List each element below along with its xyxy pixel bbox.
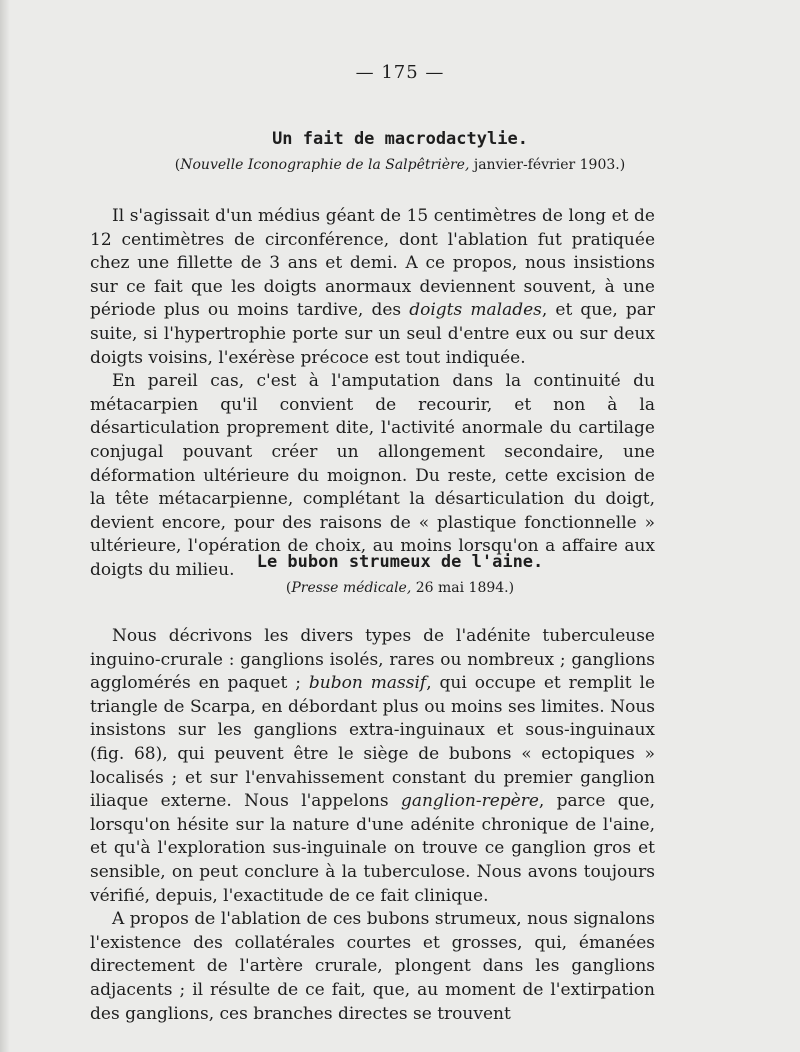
paragraph-emphasis: ganglion-repère — [400, 791, 539, 812]
paragraph-emphasis: bubon massif — [308, 673, 427, 694]
section-source-citation: (Nouvelle Iconographie de la Salpêtrière, janvier-février 1903.) — [174, 157, 626, 173]
source-date: janvier-février 1903. — [469, 157, 620, 173]
source-journal: Presse médicale, — [291, 580, 412, 596]
paragraph: En pareil cas, c'est à l'amputation dans la continuité du métacarpien qu'il convient de recourir, et non à la désarticulation proprement dite, l'activité anormale du cartilage conjugal pouvant créer un allongement secondaire, une déformation ultérieure du moignon. Du reste, cette excision de la tête métacarpienne, complétant la désarticulation du doigt, devient encore, pour des raisons de « plastique fonctionnelle » ultérieure, l'opération de choix, au moins lorsqu'on a affaire aux doigts du milieu. — [90, 371, 655, 580]
paragraph-text: , qui occupe et remplit le triangle de Scarpa, en débordant plus ou moins ses limites. Nous insistons sur les ganglions extra-inguinaux et sous-inguinaux (fig. 68), qui peuvent être le siège de bubons « ectopiques » localisés ; et sur l'envahissement constant du premier ganglion iliaque externe. Nous l'appelons — [90, 673, 656, 812]
paragraph-text: Il s'agissait d'un médius géant de 15 centimètres de long et de 12 centimètres de circonférence, dont l'ablation fut pratiquée chez une fillette de 3 ans et demi. A ce propos, nous insistions sur ce fait que les doigts anormaux deviennent souvent, à une période plus ou moins tardive, des — [90, 206, 655, 321]
paragraph-text: Nous décrivons les divers types de l'adénite tuberculeuse inguino-crurale : ganglions isolés, rares ou nombreux ; ganglions agglomérés en paquet ; — [90, 626, 655, 694]
paragraph-emphasis: doigts malades — [409, 300, 542, 321]
paragraph-text: , parce que, lorsqu'on hésite sur la nature d'une adénite chronique de l'aine, et qu'à l'exploration sus-inguinale on trouve ce ganglion gros et sensible, on peut conclure à la tuberculose. Nous avons toujours vérifié, depuis, l'exactitude de ce fait clinique. — [90, 791, 656, 906]
section-title-bubon-strumeux: Le bubon strumeux de l'aine. — [256, 552, 544, 572]
section-body-bubon-strumeux — [90, 625, 655, 1026]
paragraph-text: , et que, par suite, si l'hypertrophie porte sur un seul d'entre eux ou sur deux doigts voisins, l'exérèse précoce est tout indiquée. — [90, 300, 655, 368]
paragraph — [90, 625, 655, 908]
page-number: — 175 — — [355, 62, 445, 83]
section-source-citation: (Presse médicale, 26 mai 1894.) — [285, 580, 515, 596]
section-title-macrodactylie: Un fait de macrodactylie. — [272, 129, 528, 149]
paragraph — [90, 205, 655, 370]
section-body-macrodactylie — [90, 205, 655, 583]
source-journal: Nouvelle Iconographie de la Salpêtrière, — [180, 157, 470, 173]
paragraph: A propos de l'ablation de ces bubons strumeux, nous signalons l'existence des collatérales courtes et grosses, qui, émanées directement de l'artère crurale, plongent dans les ganglions adjacents ; il résulte de ce fait, que, au moment de l'extirpation des ganglions, ces branches directes se trouvent — [90, 909, 655, 1024]
source-date: 26 mai 1894. — [411, 580, 509, 596]
